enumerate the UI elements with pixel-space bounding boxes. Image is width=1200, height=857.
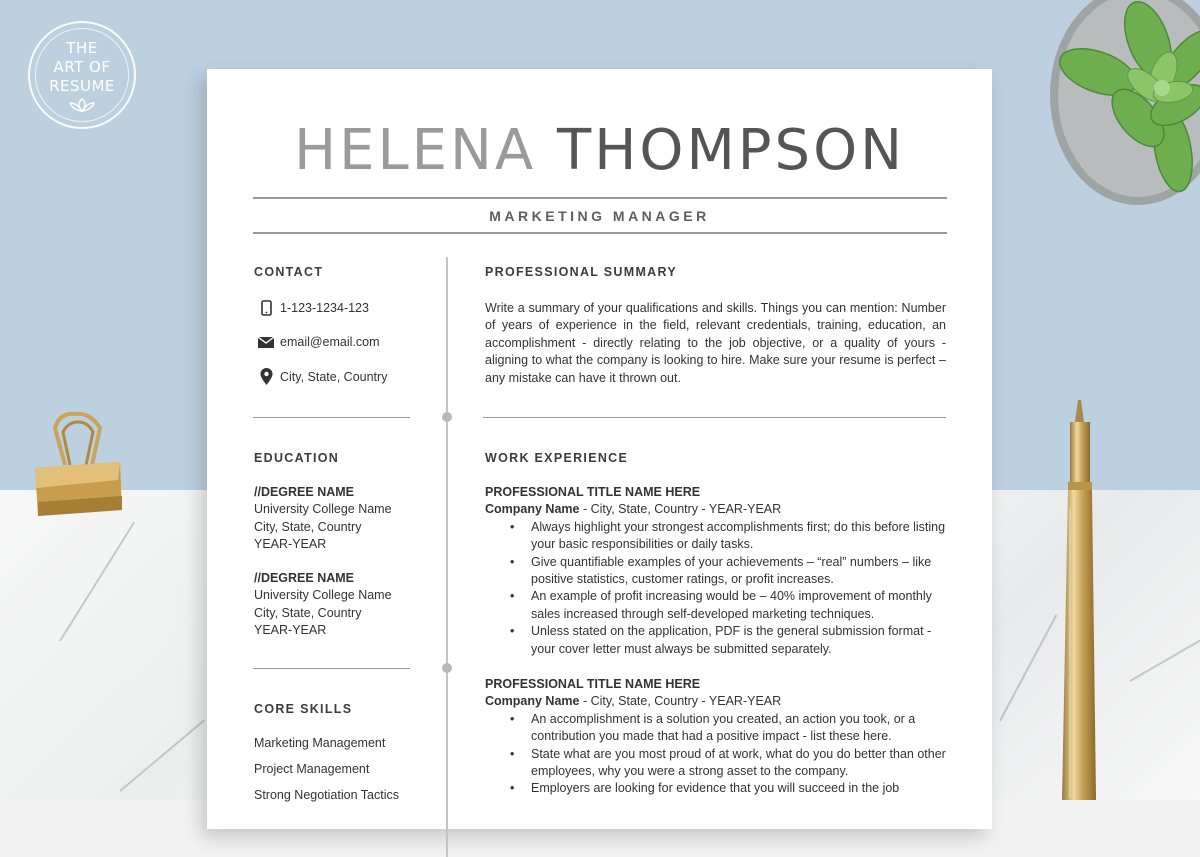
experience-heading: WORK EXPERIENCE <box>485 451 628 465</box>
email-text: email@email.com <box>280 335 380 349</box>
divider <box>253 197 947 199</box>
phone-text: 1-123-1234-123 <box>280 301 369 315</box>
logo-line: THE <box>66 39 97 58</box>
summary-heading: PROFESSIONAL SUMMARY <box>485 265 677 279</box>
succulent-plant <box>1038 0 1200 210</box>
school-location: City, State, Country <box>254 605 454 622</box>
resume-page <box>207 69 992 829</box>
logo-line: RESUME <box>49 77 115 96</box>
degree-name: //DEGREE NAME <box>254 570 454 587</box>
phone-icon <box>257 300 275 316</box>
job-bullet: • State what are you most proud of at work, what do you do better than other employees, why you were a strong asset to the company. <box>485 746 955 781</box>
gold-pen <box>1040 398 1110 800</box>
skill-item: Strong Negotiation Tactics <box>254 788 399 802</box>
job-bullet: • Always highlight your strongest accomplishments first; do this before listing your basic responsibilities or daily tasks. <box>485 519 955 554</box>
contact-heading: CONTACT <box>254 265 323 279</box>
school-location: City, State, Country <box>254 519 454 536</box>
divider-dot <box>442 663 452 673</box>
summary-text: Write a summary of your qualifications and skills. Things you can mention: Number of years of experience in the field, relevant credentials, training, education, an accomplishment - directly relating to the job objective, or a quality of yours - aligning to what the company is looking to hire. Make sure your resume is perfect – any mistake can have it thrown out. <box>485 300 946 387</box>
school-name: University College Name <box>254 587 454 604</box>
job-bullet: • Give quantifiable examples of your achievements – “real” numbers – like positive statistics, customer ratings, or profit increases. <box>485 554 955 589</box>
contact-location <box>257 368 387 386</box>
divider-dot <box>442 412 452 422</box>
job-entry <box>485 484 955 658</box>
company-name: Company Name <box>485 502 579 516</box>
brand-logo <box>28 21 136 129</box>
contact-phone <box>257 300 369 316</box>
job-bullet: • Unless stated on the application, PDF is the general submission format - your cover letter must always be submitted separately. <box>485 623 955 658</box>
column-divider <box>446 257 448 857</box>
education-entry <box>254 570 454 640</box>
marble-vein <box>59 522 135 642</box>
job-company-line <box>485 501 955 518</box>
school-name: University College Name <box>254 501 454 518</box>
envelope-icon <box>257 337 275 348</box>
marble-vein <box>1130 635 1200 682</box>
map-pin-icon <box>257 368 275 386</box>
section-divider <box>253 668 410 669</box>
location-text: City, State, Country <box>280 370 387 384</box>
binder-clip <box>30 410 125 525</box>
logo-line: ART OF <box>54 58 111 77</box>
job-bullet: • Employers are looking for evidence that you will succeed in the job <box>485 780 955 797</box>
lotus-icon <box>67 98 97 112</box>
job-bullet: • An example of profit increasing would be – 40% improvement of monthly sales increased through self-developed marketing techniques. <box>485 588 955 623</box>
job-title: PROFESSIONAL TITLE NAME HERE <box>485 676 955 693</box>
education-years: YEAR-YEAR <box>254 622 454 639</box>
education-entry <box>254 484 454 554</box>
job-details: - City, State, Country - YEAR-YEAR <box>579 502 781 516</box>
job-bullet: • An accomplishment is a solution you created, an action you took, or a contribution you made that had a positive impact - list these here. <box>485 711 955 746</box>
job-title: PROFESSIONAL TITLE NAME HERE <box>485 484 955 501</box>
job-company-line <box>485 693 955 710</box>
job-entry <box>485 676 955 798</box>
job-details: - City, State, Country - YEAR-YEAR <box>579 694 781 708</box>
skills-heading: CORE SKILLS <box>254 702 352 716</box>
education-years: YEAR-YEAR <box>254 536 454 553</box>
education-heading: EDUCATION <box>254 451 339 465</box>
marble-vein <box>119 720 205 792</box>
last-name: THOMPSON <box>557 118 905 183</box>
job-bullets <box>485 711 955 798</box>
skill-item: Project Management <box>254 762 369 776</box>
first-name: HELENA <box>294 118 536 183</box>
contact-email <box>257 335 380 349</box>
company-name: Company Name <box>485 694 579 708</box>
divider <box>253 232 947 234</box>
candidate-name <box>207 119 992 183</box>
section-divider <box>253 417 410 418</box>
job-bullets <box>485 519 955 658</box>
section-divider <box>483 417 946 418</box>
job-role: MARKETING MANAGER <box>207 208 992 224</box>
degree-name: //DEGREE NAME <box>254 484 454 501</box>
skill-item: Marketing Management <box>254 736 385 750</box>
